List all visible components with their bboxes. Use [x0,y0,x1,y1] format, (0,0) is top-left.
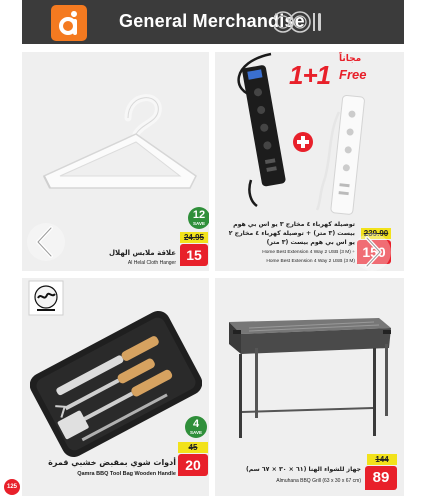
product-name-en-line2: Home Best Extension 4 Way 2 USB (3 M) [266,259,355,264]
dishes-icon [274,9,324,35]
bbq-grill-icon [219,308,399,448]
product-name-en: Qamra BBQ Tool Bag Wooden Handle [77,471,176,477]
old-price: 45 [178,442,208,453]
product-card-bbq-tools[interactable] [22,278,209,496]
old-price: 239.90 [361,228,391,239]
save-badge: 4 SAVE [185,416,207,438]
product-name-ar: علاقة ملابس الهلال [108,249,176,257]
new-price: 20 [178,454,208,476]
new-price: 15 [180,244,208,266]
category-title: General Merchandise [119,11,305,31]
product-name-en: Al Helal Cloth Hanger [127,260,176,266]
chevron-left-icon[interactable] [26,222,66,262]
category-header [22,0,404,44]
new-price: 89 [365,466,397,490]
old-price: 144 [367,454,397,465]
promo-bundle-badge: 1+1 مجاناً Free [289,54,367,90]
product-name-ar: جهاز للشواء الهنا (٦١ × ٣٠ × ٦٧ سم) [245,466,361,473]
bbq-tools-icon [30,302,202,466]
clothes-hanger-icon [30,78,202,198]
chevron-right-icon[interactable] [352,232,392,272]
product-name-ar: أدوات شوي بمقبض خشبي قمرة [48,458,176,467]
product-name-en-line1: Home Best Extension 4 Way 2 USB (3 M) + [262,250,355,255]
hyperpanda-logo-icon [51,5,87,41]
save-badge: 12 SAVE [188,207,209,229]
product-card-bbq-grill[interactable] [215,278,404,496]
old-price: 24.95 [180,232,208,243]
product-name-en: Almuhana BBQ Grill (63 x 30 x 67 cm) [276,478,361,484]
new-price: 150 [357,240,391,264]
product-name-ar: توصيلة كهرباء ٤ مخارج ٣ يو اس بي هوم بيست (٣ متر) + توصيلة كهرباء ٤ مخارج ٢ يو اس بي هوم بيست (٣ متر) [228,221,355,246]
page-number: 125 [4,479,20,495]
